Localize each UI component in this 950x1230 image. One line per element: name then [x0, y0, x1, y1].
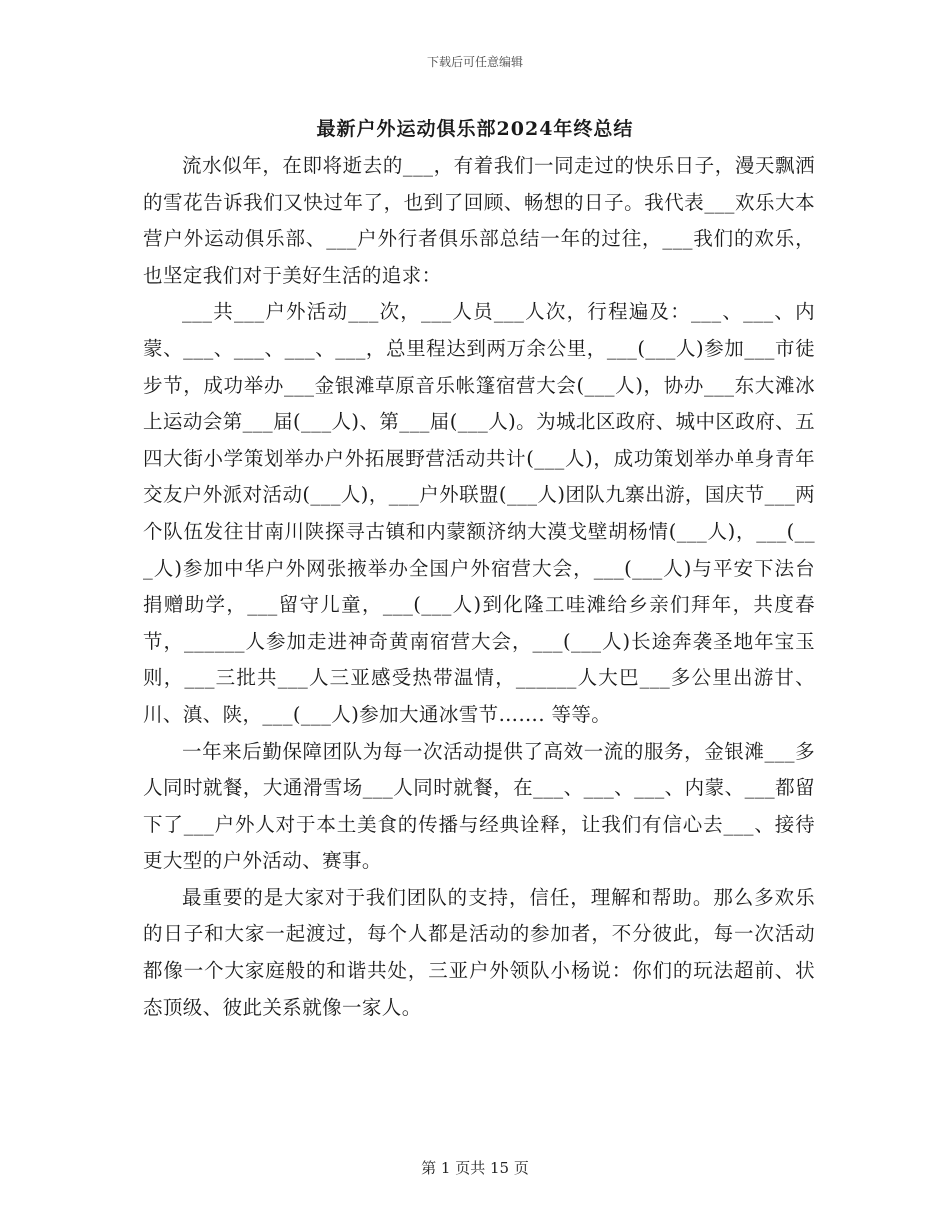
page-number: 第 1 页共 15 页 [421, 1159, 529, 1177]
header-note: 下载后可任意编辑 [426, 55, 523, 69]
paragraph-intro: 流水似年，在即将逝去的___，有着我们一同走过的快乐日子，漫天飘洒的雪花告诉我们又快过年了，也到了回顾、畅想的日子。我代表___欢乐大本营户外运动俱乐部、___户外行者俱乐部总结一年的过往，___我们的欢乐，也坚定我们对于美好生活的追求： [143, 154, 815, 287]
paragraph-logistics: 一年来后勤保障团队为每一次活动提供了高效一流的服务，金银滩___多人同时就餐，大通滑雪场___人同时就餐，在___、___、___、内蒙、___都留下了___户外人对于本土美食的传播与经典诠释，让我们有信心去___、接待更大型的户外活动、赛事。 [143, 739, 815, 873]
paragraph-activities: ___共___户外活动___次，___人员___人次，行程遍及：___、___、内蒙、___、___、___、___，总里程达到两万余公里，___(___人)参加___市徒步节，成功举办___金银滩草原音乐帐篷宿营大会(___人)，协办___东大滩冰上运动会第___届(___人)、第___届(___人)。为城北区政府、城中区政府、五四大街小学策划举办户外拓展野营活动共计(___人)，成功策划举办单身青年交友户外派对活动(___人)，___户外联盟(___人)团队九寨出游，国庆节___两个队伍发往甘南川陕探寻古镇和内蒙额济纳大漠戈壁胡杨情(___人)，___(___人)参加中华户外网张掖举办全国户外宿营大会，___(___人)与平安下法台捐赠助学，___留守儿童，___(___人)到化隆工哇滩给乡亲们拜年，共度春节，______人参加走进神奇黄南宿营大会，___(___人)长途奔袭圣地年宝玉则，___三批共___人三亚感受热带温情，______人大巴___多公里出游甘、川、滇、陕，___(___人)参加大通冰雪节……. 等等。 [143, 300, 815, 726]
document-title: 最新户外运动俱乐部2024年终总结 [316, 118, 634, 140]
document-body [143, 148, 815, 1026]
paragraph-thanks: 最重要的是大家对于我们团队的支持，信任，理解和帮助。那么多欢乐的日子和大家一起渡过，每个人都是活动的参加者，不分彼此，每一次活动都像一个大家庭般的和谐共处，三亚户外领队小杨说：你们的玩法超前、状态顶级、彼此关系就像一家人。 [143, 885, 815, 1019]
